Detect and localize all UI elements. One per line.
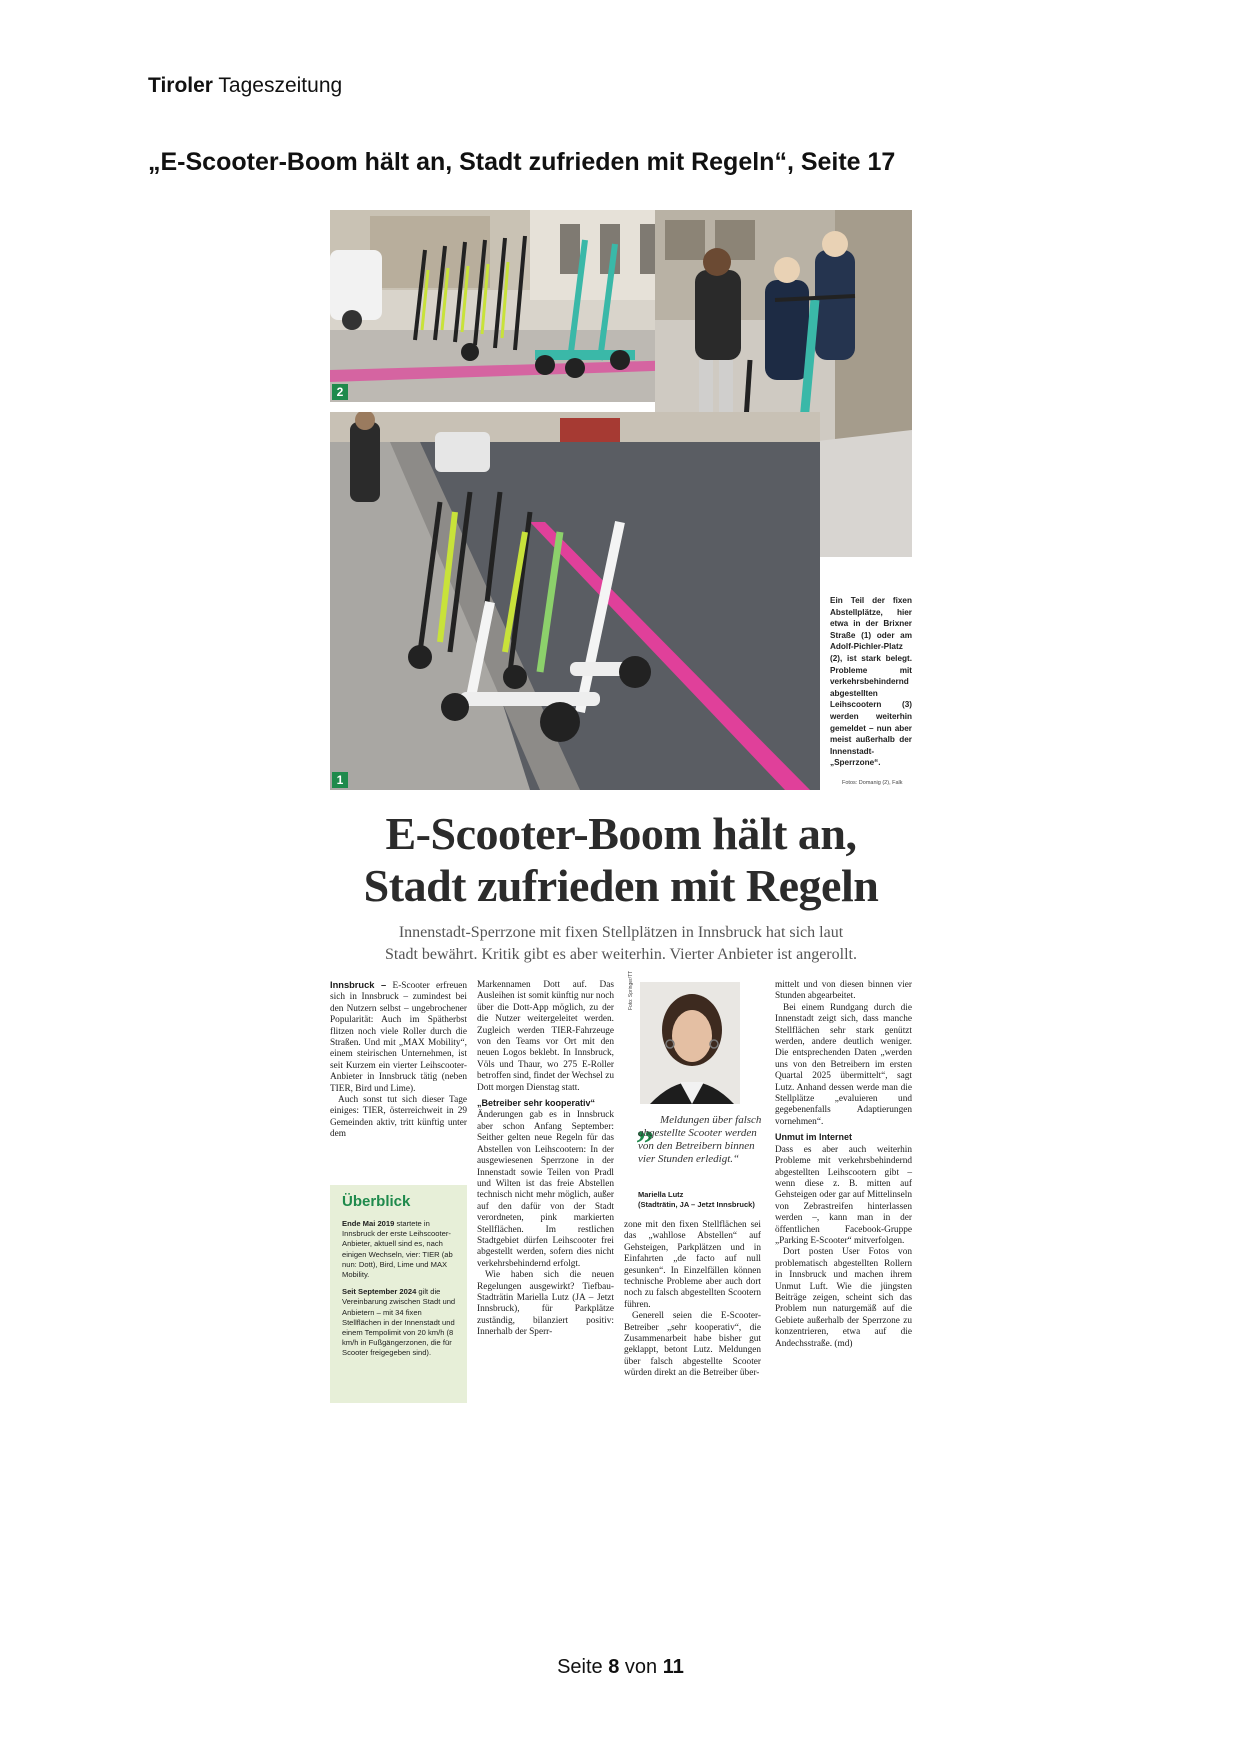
paragraph: zone mit den fixen Stellflächen sei das „wahllose Abstellen“ auf Gehsteigen, Parkplätzen und in Einfahrten „de facto auf null gesunken“. In Einzelfällen können technische Probleme aber auch dort noch zu falsch abgestellten Scootern führen.: [624, 1220, 761, 1310]
overview-box: [330, 1185, 467, 1403]
headline-line-2: Stadt zufrieden mit Regeln: [363, 860, 879, 911]
portrait-credit: Foto: Springer/TT: [628, 970, 634, 1010]
footer-middle: von: [619, 1656, 663, 1678]
paragraph: Dass es aber auch weiterhin Probleme mit verkehrsbehindernd abgestellten Leihscootern gibt – wenn diese z. B. mitten auf Gehsteigen oder gar auf Mittelinseln von Zebrastreifen hinterlassen werden –, kann man in der öffentlichen Facebook-Gruppe „Parking E-Scooter“ mitverfolgen.: [775, 1144, 912, 1246]
paragraph: Dort posten User Fotos von problematisch abgestellten Rollern in Innsbruck und machen ihrem Unmut Luft. Wie die jüngsten Beiträge zeigen, scheint sich das Problem nun naturgemäß auf die Gebiete außerhalb der Sperrzone zu konzentrieren, etwa auf die Andechsstraße. (md): [775, 1247, 912, 1349]
overview-box-title: Überblick: [342, 1193, 411, 1210]
paragraph-text: E-Scooter erfreuen sich in Innsbruck – zumindest bei den Nutzern selbst – ungebrochener Popularität: Auch im Spätherbst flitzen noch viele Roller durch die Straßen. Und mit „MAX Mobility“, einem steirischen Unternehmen, ist seit Kurzem ein vierter Leihscooter-Anbieter in Innsbruck tätig (neben TIER, Bird und Lime).: [330, 981, 467, 1094]
overview-box-text: [342, 1219, 460, 1366]
photo-credit: Fotos: Domanig (2), Falk: [842, 780, 903, 786]
footer-total-pages: 11: [662, 1656, 684, 1678]
footer-page-number: 8: [608, 1656, 620, 1678]
quote-attribution: [638, 1190, 778, 1210]
overview-item-date: Ende Mai 2019: [342, 1219, 395, 1228]
photo-caption: Ein Teil der fixen Abstellplätze, hier etwa in der Brixner Straße (1) oder am Adolf-Pichler-Platz (2), ist stark belegt. Probleme mit verkehrsbehindernd abgestellten Leihscootern (3) werden weiterhin gemeldet – nun aber meist außerhalb der Innenstadt-„Sperrzone“.: [830, 596, 912, 768]
overview-item: [342, 1287, 460, 1358]
headline-line-1: E-Scooter-Boom hält an,: [385, 808, 857, 859]
section-heading: „Betreiber sehr kooperativ“: [477, 1098, 596, 1109]
quote-author: Mariella Lutz: [638, 1190, 684, 1199]
section-heading: Unmut im Internet: [775, 1132, 853, 1143]
publication-name-bold: Tiroler: [148, 74, 213, 97]
document-title: „E-Scooter-Boom hält an, Stadt zufrieden mit Regeln“, Seite 17: [148, 148, 896, 176]
publication-name: [148, 74, 342, 98]
article-subline: [330, 922, 912, 966]
article-column-1: [330, 980, 467, 1141]
photo-number-1: 1: [332, 772, 348, 788]
overview-item: [342, 1219, 460, 1280]
newspaper-clipping: [330, 210, 912, 1410]
paragraph: Auch sonst tut sich dieser Tage einiges: TIER, österreichweit in 29 Gemeinden aktiv, tritt künftig unter dem: [330, 1095, 467, 1140]
quote-role: (Stadträtin, JA – Jetzt Innsbruck): [638, 1200, 755, 1209]
page-footer: [0, 1656, 1241, 1679]
photo-number-2: 2: [332, 384, 348, 400]
article-column-3: [624, 1220, 761, 1380]
paragraph: Bei einem Rundgang durch die Innenstadt zeigt sich, dass manche Stellflächen sehr stark genützt werden, andere deutlich weniger. Die entsprechenden Daten „werden uns von den Betreibern im ersten Quartal 2025 übermittelt“, sagt Lutz. Anhand dessen werde man die Stellplätze „evaluieren und gegebenenfalls Adaptierungen vornehmen“.: [775, 1002, 912, 1127]
overview-item-text: startete in Innsbruck der erste Leihscooter-Anbieter, aktuell sind es, nach einigen Wechseln, vier: TIER (ab nun: Dott), Bird, Lime und MAX Mobility.: [342, 1219, 453, 1280]
paragraph: Änderungen gab es in Innsbruck aber schon Anfang September: Seither gelten neue Regeln für das Abstellen von Leihscootern: In der ausgewiesenen Sperrzone in der Innenstadt sowie Teilen von Pradl und Wilten ist das freie Abstellen technisch nicht mehr möglich, außer auf den dafür von der Stadt verordneten, pink markierten Stellflächen. Im restlichen Stadtgebiet dürfen Leihscooter frei abgestellt werden, sofern dies nicht verkehrsbehindernd erfolgt.: [477, 1110, 614, 1269]
overview-item-date: Seit September 2024: [342, 1287, 417, 1297]
subline-line-1: Innenstadt-Sperrzone mit fixen Stellplätzen in Innsbruck hat sich laut: [398, 924, 844, 941]
overview-item-text: gilt die Vereinbarung zwischen Stadt und Anbietern – mit 34 fixen Stellflächen in der Innenstadt und einem Tempolimit von 20 km/h (8 km/h in Fußgängerzonen, die für Scooter freigegeben sind).: [342, 1287, 456, 1358]
portrait-photo: [640, 982, 740, 1104]
quote-mark-icon: „: [636, 1105, 654, 1145]
dateline: Innsbruck –: [330, 980, 387, 990]
paragraph: mittelt und von diesen binnen vier Stunden abgearbeitet.: [775, 980, 912, 1002]
pull-quote: Meldungen über falsch abgestellte Scooter werden von den Betreibern binnen vier Stunden erledigt.“: [638, 1114, 762, 1165]
article-headline: [330, 808, 912, 912]
subline-line-2: Stadt bewährt. Kritik gibt es aber weiterhin. Vierter Anbieter ist angerollt.: [385, 946, 857, 963]
photo-scooter-parking-2: [330, 210, 682, 402]
paragraph: Markennamen Dott auf. Das Ausleihen ist somit künftig nur noch über die Dott-App möglich, zu der die Nutzer weitergeleitet werden. Zugleich werden TIER-Fahrzeuge von den Teams vor Ort mit den neuen Logos beklebt. In Innsbruck, Völs und Thaur, wo 275 E-Roller betroffen sind, findet der Wechsel zu Dott morgen Dienstag statt.: [477, 980, 614, 1093]
paragraph: Generell seien die E-Scooter-Betreiber „sehr kooperativ“, die Zusammenarbeit habe bisher gut geklappt, betont Lutz. Meldungen über falsch abgestellte Scooter würden direkt an die Betreiber über-: [624, 1311, 761, 1379]
article-column-4: [775, 980, 912, 1350]
article-column-2: [477, 980, 614, 1339]
footer-prefix: Seite: [557, 1656, 609, 1678]
photo-scooter-street-1: [330, 412, 820, 790]
paragraph: [330, 980, 467, 1095]
publication-name-rest: Tageszeitung: [212, 74, 343, 97]
paragraph: Wie haben sich die neuen Regelungen ausgewirkt? Tiefbau-Stadträtin Mariella Lutz (JA – Jetzt Innsbruck), für Parkplätze zuständig, bilanziert positiv: Innerhalb der Sperr-: [477, 1270, 614, 1338]
